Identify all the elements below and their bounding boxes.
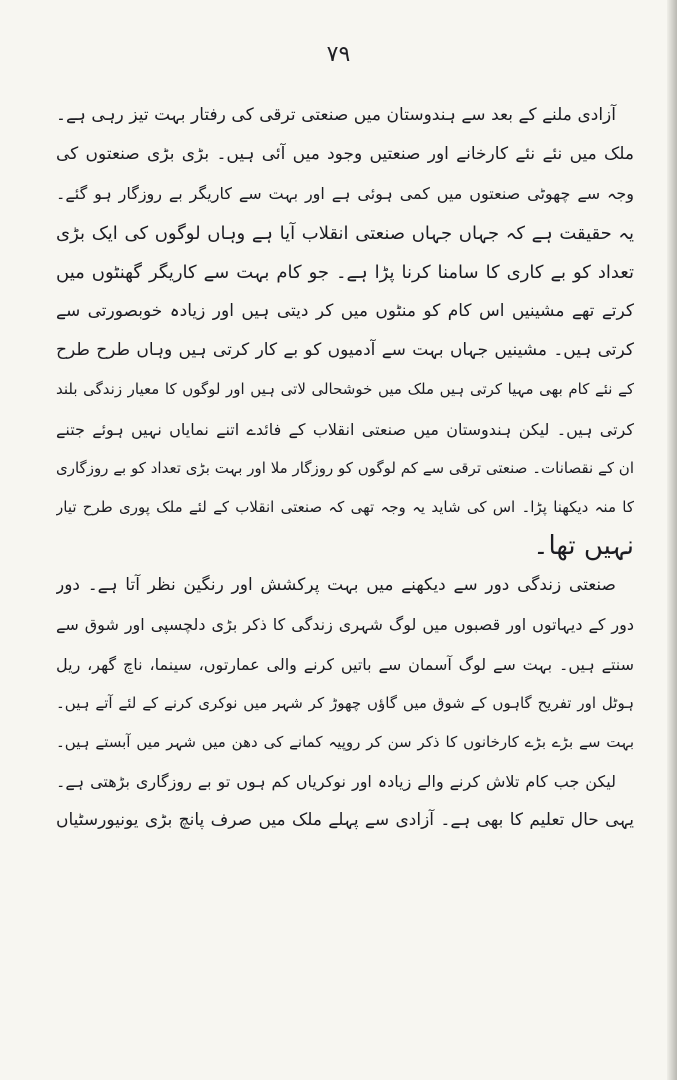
text-line: ہوٹل اور تفریح گاہوں کے شوق میں گاؤں چھوڑ کر شہر میں نوکری کرنے کے لئے آتے ہیں۔ [56, 693, 634, 712]
text-line: صنعتی زندگی دور سے دیکھنے میں بہت پرکشش اور رنگین نظر آتا ہے۔ دور [56, 575, 616, 596]
text-line: کرتی ہیں۔ مشینیں جہاں بہت سے آدمیوں کو بے کار کرتی ہیں وہاں طرح طرح [56, 340, 634, 361]
urdu-text-body [56, 96, 634, 841]
text-line: کے نئے کام بھی مہیا کرتی ہیں ملک میں خوشحالی لاتی ہیں اور لوگوں کا معیار زندگی بلند [56, 380, 634, 399]
text-line: وجہ سے چھوٹی صنعتوں میں کمی ہوئی ہے اور بہت سے کاریگر بے روزگار ہو گئے۔ [56, 184, 634, 204]
text-line: ان کے نقصانات۔ صنعتی ترقی سے کم لوگوں کو روزگار ملا اور بہت بڑی تعداد کو بے روزگاری [56, 458, 634, 477]
text-line: یہ حقیقت ہے کہ جہاں جہاں صنعتی انقلاب آیا ہے وہاں لوگوں کی ایک بڑی [56, 222, 634, 244]
text-line: یہی حال تعلیم کا بھی ہے۔ آزادی سے پہلے ملک میں صرف پانچ بڑی یونیورسٹیاں [56, 810, 634, 831]
text-line: ملک میں نئے نئے کارخانے اور صنعتیں وجود میں آئی ہیں۔ بڑی بڑی صنعتوں کی [56, 144, 634, 165]
text-line: لیکن جب کام تلاش کرنے والے زیادہ اور نوکریاں کم ہوں تو بے روزگاری بڑھتی ہے۔ [56, 772, 616, 792]
text-line: کرتے تھے مشینیں اس کام کو منٹوں میں کر دیتی ہیں اور زیادہ خوبصورتی سے [56, 300, 634, 321]
text-line: کرتی ہیں۔ لیکن ہندوستان میں صنعتی انقلاب کے فائدے اتنے نمایاں نہیں ہوئے جتنے [56, 419, 634, 439]
page-number: ۷۹ [326, 42, 351, 67]
text-line: کا منہ دیکھنا پڑا۔ اس کی شاید یہ وجہ تھی کہ صنعتی انقلاب کے لئے ملک پوری طرح تیار [56, 497, 634, 516]
page-edge-shadow [667, 0, 677, 1080]
text-line: تعداد کو بے کاری کا سامنا کرنا پڑا ہے۔ جو کام بہت سے کاریگر گھنٹوں میں [56, 261, 634, 283]
text-line: بہت سے بڑے بڑے کارخانوں کا ذکر سن کر روپیہ کمانے کی دھن میں شہر میں آبستے ہیں۔ [56, 733, 634, 751]
text-line: سنتے ہیں۔ بہت سے لوگ آسمان سے باتیں کرنے والی عمارتوں، سینما، ناچ گھر، ریل [56, 654, 634, 674]
text-line: نہیں تھا۔ [533, 531, 634, 562]
text-line: دور کے دیہاتوں اور قصبوں میں لوگ شہری زندگی کا ذکر بڑی دلچسپی اور شوق سے [56, 615, 634, 635]
text-line: آزادی ملنے کے بعد سے ہندوستان میں صنعتی ترقی کی رفتار بہت تیز رہی ہے۔ [56, 105, 616, 125]
